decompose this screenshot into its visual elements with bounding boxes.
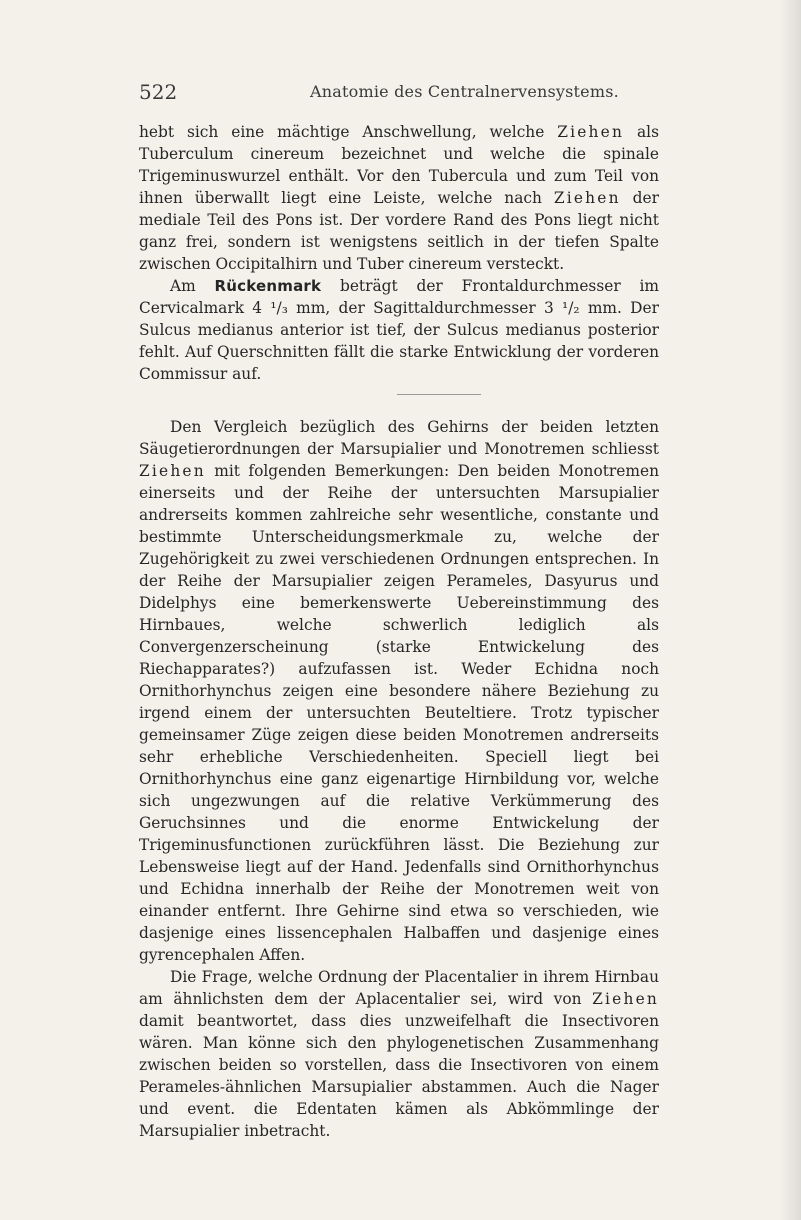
author-name: Ziehen	[553, 189, 621, 207]
inline-heading-rueckenmark: Rückenmark	[214, 277, 322, 295]
author-name: Ziehen	[139, 462, 206, 480]
paragraph-vergleich: Den Vergleich bezüglich des Gehirns der beiden letzten Säugetierordnungen der Marsupialier und Monotremen schliesst Ziehen mit folgenden Bemerkungen: Den beiden Monotremen einerseits und der Reihe der untersuchten Marsupialier andrerseits kommen zahlreiche sehr wesentliche, constante und bestimmte Unterscheidungsmerkmale zu, welche der Zugehörigkeit zu zwei verschiedenen Ordnungen entsprechen. In der Reihe der Marsupialier zeigen Perameles, Dasyurus und Didelphys eine bemerkenswerte Uebereinstimmung des Hirnbaues, welche schwerlich lediglich als Convergenzerscheinung (starke Entwickelung des Riechapparates?) aufzufassen ist. Weder Echidna noch Ornithorhynchus zeigen eine besondere nähere Beziehung zu irgend einem der untersuchten Beuteltiere. Trotz typischer gemeinsamer Züge zeigen diese beiden Monotremen andrerseits sehr erhebliche Verschiedenheiten. Speciell liegt bei Ornithorhynchus eine ganz eigenartige Hirnbildung vor, welche sich ungezwungen auf die relative Verkümmerung des Geruchsinnes und die enorme Entwickelung der Trigeminusfunctionen zurückführen lässt. Die Beziehung zur Lebensweise liegt auf der Hand. Jedenfalls sind Ornithorhynchus und Echidna innerhalb der Reihe der Monotremen weit von einander entfernt. Ihre Gehirne sind etwa so verschieden, wie dasjenige eines lissencephalen Halbaffen und dasjenige eines gyrencephalen Affen.	[139, 418, 659, 964]
paragraph-placentalier: Die Frage, welche Ordnung der Placentalier in ihrem Hirnbau am ähnlichsten dem der Aplacentalier sei, wird von Ziehen damit beantwortet, dass dies unzweifelhaft die Insectivoren wären. Man könne sich den phylogenetischen Zusammenhang zwischen beiden so vorstellen, dass die Insectivoren von einem Perameles-ähnlichen Marsupialier abstammen. Auch die Nager und event. die Edentaten kämen als Abkömmlinge der Marsupialier inbetracht.	[139, 968, 659, 1140]
page-header	[139, 80, 659, 110]
author-name: Ziehen	[557, 123, 625, 141]
page-edge-shadow	[779, 0, 801, 1220]
running-title: Anatomie des Centralnervensystems.	[310, 82, 619, 101]
paragraph-pons: hebt sich eine mächtige Anschwellung, welche Ziehen als Tuberculum cinereum bezeichnet und welche die spinale Trigeminuswurzel enthält. Vor den Tubercula und zum Teil von ihnen überwallt liegt eine Leiste, welche nach Ziehen der mediale Teil des Pons ist. Der vordere Rand des Pons liegt nicht ganz frei, sondern ist wenigstens seitlich in der tiefen Spalte zwischen Occipitalhirn und Tuber cinereum versteckt.	[139, 123, 659, 273]
paragraph-rueckenmark: Am Rückenmark beträgt der Frontaldurchmesser im Cervicalmark 4 ¹/₃ mm, der Sagittaldurchmesser 3 ¹/₂ mm. Der Sulcus medianus anterior ist tief, der Sulcus medianus posterior fehlt. Auf Querschnitten fällt die starke Entwicklung der vorderen Commissur auf.	[139, 277, 659, 383]
author-name: Ziehen	[592, 990, 659, 1008]
section-divider	[397, 394, 481, 395]
body-text	[139, 121, 659, 1142]
page-number: 522	[139, 80, 178, 104]
